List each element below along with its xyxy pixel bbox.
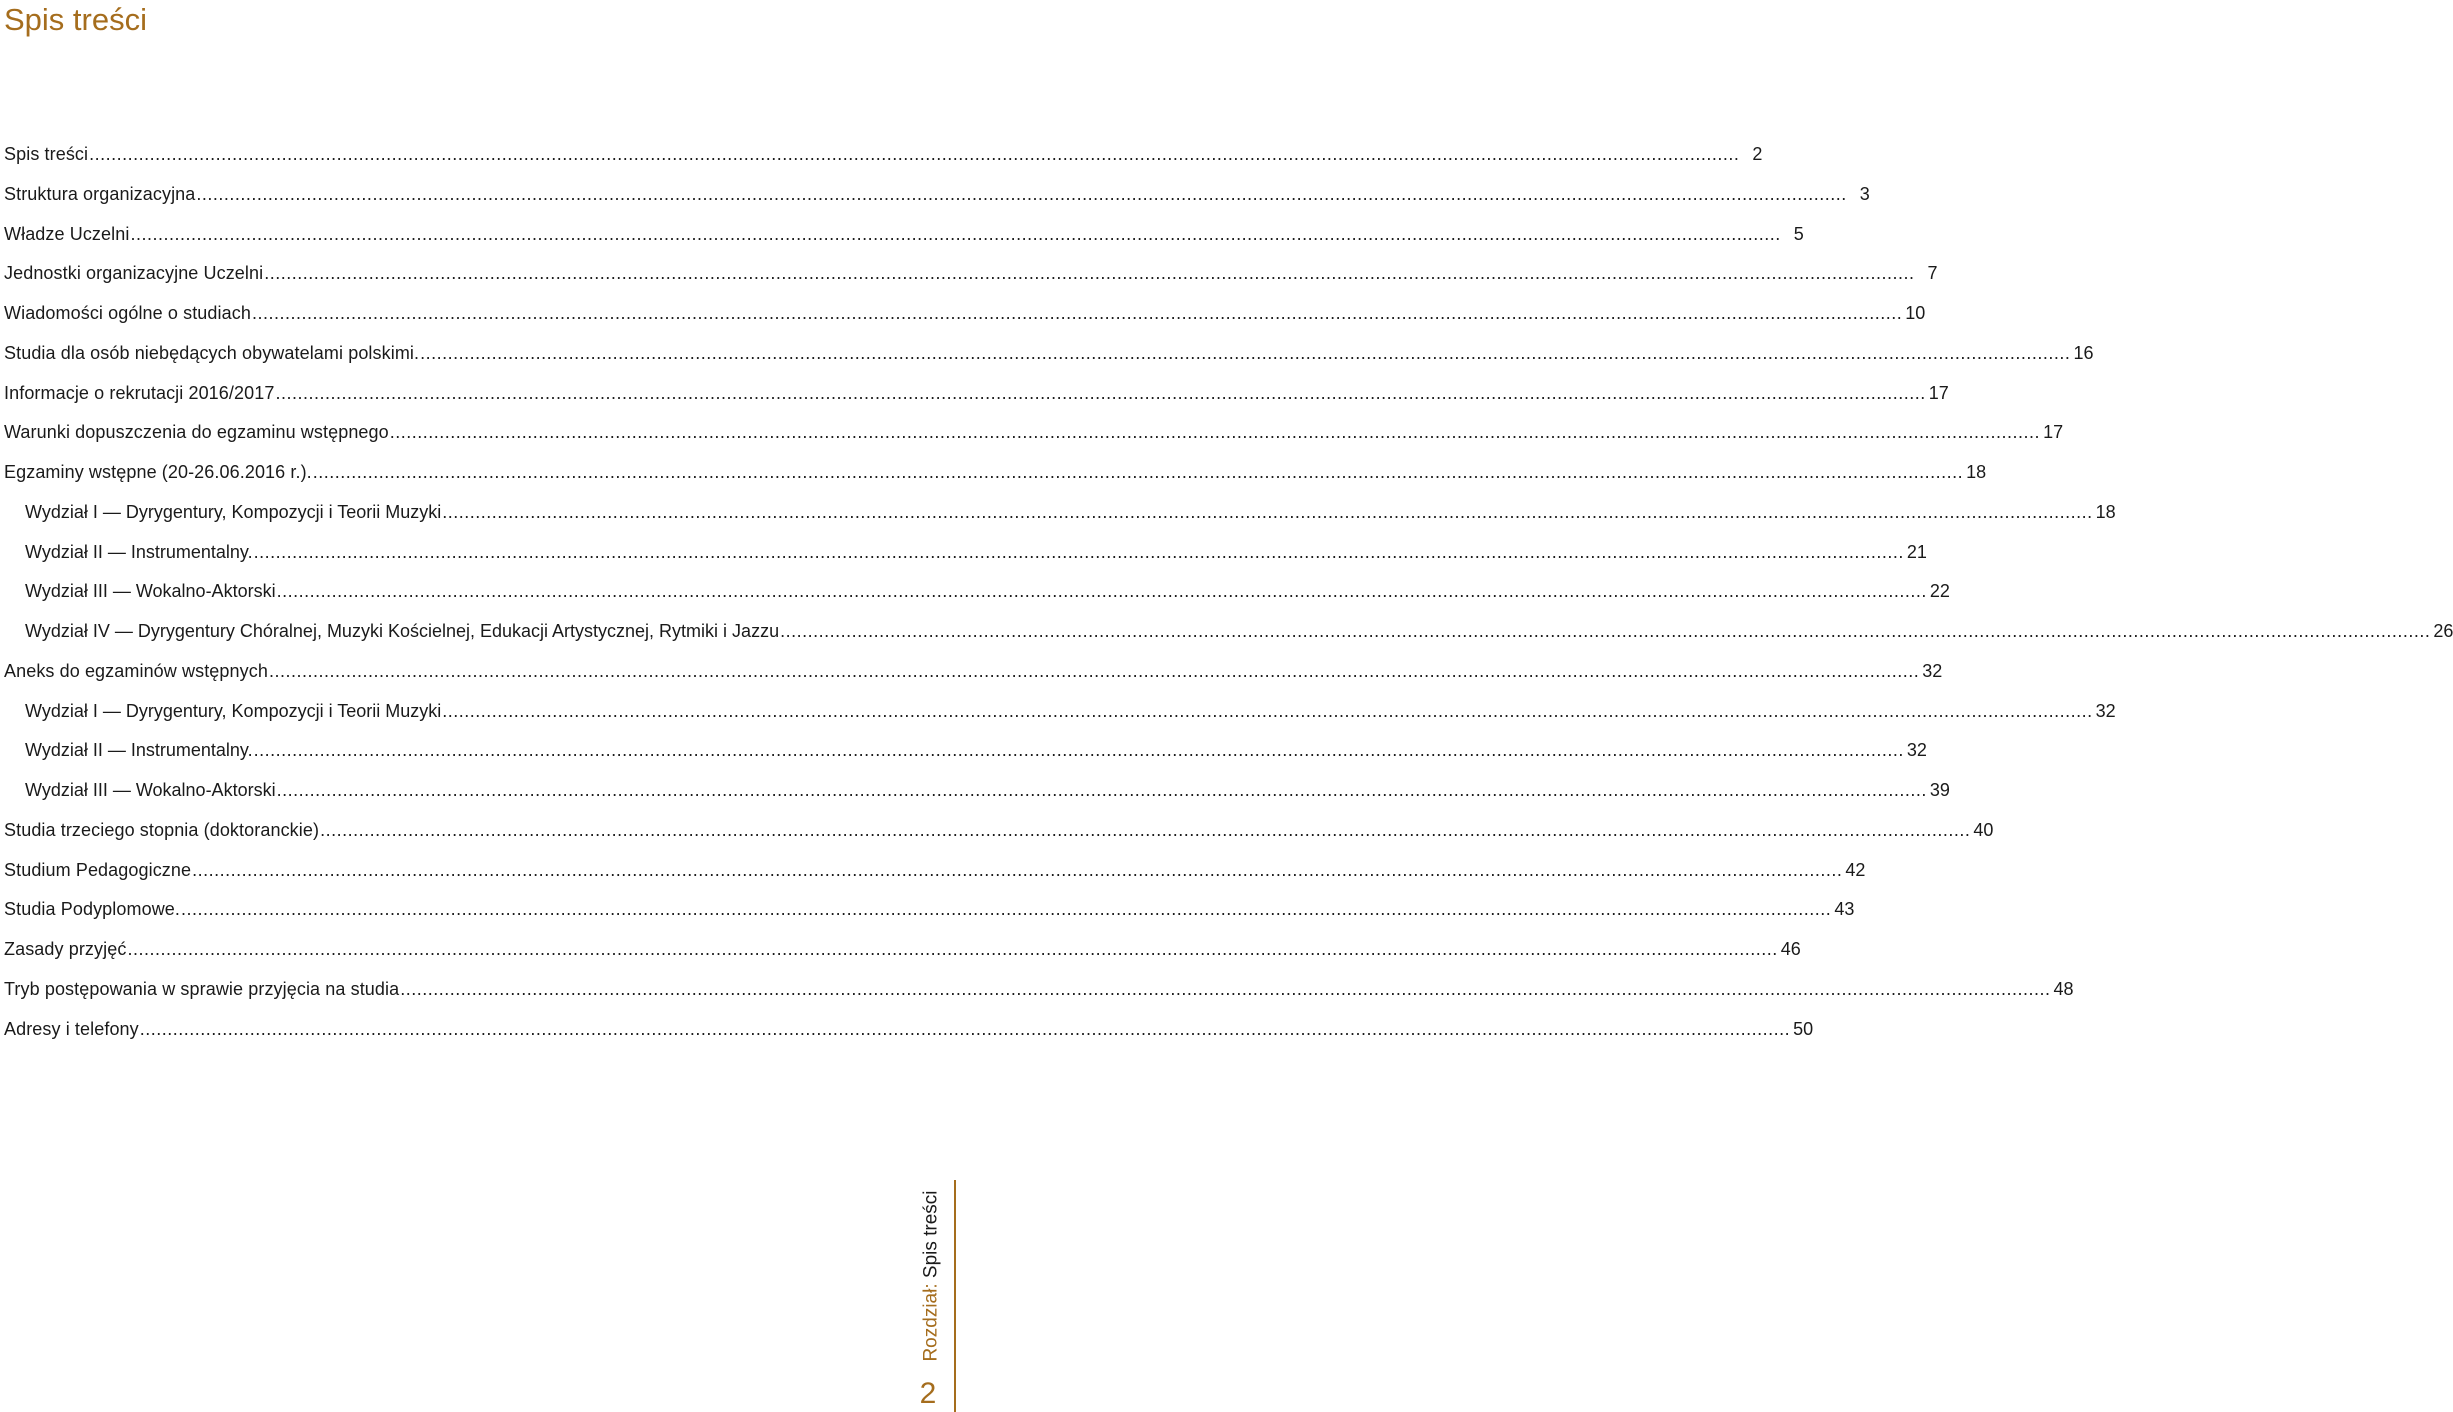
toc-entry-page: 18 — [2095, 501, 2116, 522]
toc-entry[interactable] — [0, 652, 1943, 692]
toc-entry[interactable] — [0, 533, 1927, 573]
toc-dot-leader: ............................................................................................................................................................................................................................................................................................................ — [89, 144, 1740, 164]
page-number: 2 — [919, 1377, 937, 1410]
toc-entry[interactable] — [0, 970, 2074, 1010]
toc-dot-leader: ............................................................................................................................................................................................................................................................................................................ — [276, 581, 1927, 602]
toc-entry-page: 22 — [1929, 581, 1950, 602]
toc-entry-page: 32 — [2095, 700, 2116, 721]
toc-entry[interactable] — [0, 374, 1949, 414]
toc-entry-title: Aneks do egzaminów wstępnych — [4, 660, 268, 681]
toc-entry-title: Studia trzeciego stopnia (doktoranckie) — [4, 819, 320, 840]
toc-entry[interactable] — [0, 731, 1927, 771]
toc-entry[interactable] — [0, 851, 1866, 891]
toc-entry-title: Wydział II — Instrumentalny. — [25, 541, 253, 562]
toc-entry-page: 5 — [1793, 223, 1804, 244]
toc-dot-leader: ............................................................................................................................................................................................................................................................................................................ — [312, 462, 1964, 482]
chapter-side-label — [914, 1190, 950, 1362]
toc-dot-leader: ............................................................................................................................................................................................................................................................................................................ — [420, 342, 2071, 363]
toc-entry-title: Studia dla osób niebędących obywatelami polskimi. — [4, 342, 420, 363]
toc-dot-leader: ............................................................................................................................................................................................................................................................................................................ — [276, 780, 1927, 800]
toc-entry-title: Adresy i telefony — [4, 1018, 139, 1039]
toc-entry-page: 40 — [1973, 819, 1994, 840]
toc-entry-title: Egzaminy wstępne (20-26.06.2016 r.). — [4, 462, 312, 482]
toc-entry-title: Wydział I — Dyrygentury, Kompozycji i Teorii Muzyki — [25, 700, 442, 721]
toc-dot-leader: ............................................................................................................................................................................................................................................................................................................ — [389, 422, 2041, 443]
toc-entry-page: 16 — [2073, 342, 2094, 363]
toc-entry-page: 18 — [1966, 462, 1987, 482]
toc-entry-title: Wydział III — Wokalno-Aktorski — [25, 780, 276, 800]
toc-entry-page: 17 — [2043, 422, 2064, 443]
toc-dot-leader: ............................................................................................................................................................................................................................................................................................................ — [139, 1018, 1791, 1039]
toc-dot-leader: ............................................................................................................................................................................................................................................................................................................ — [780, 621, 2431, 641]
toc-dot-leader: ............................................................................................................................................................................................................................................................................................................ — [400, 978, 2051, 999]
toc-dot-leader: ............................................................................................................................................................................................................................................................................................................ — [268, 660, 1920, 681]
toc-entry[interactable] — [0, 930, 1801, 970]
toc-entry[interactable] — [0, 215, 1804, 255]
toc-entry[interactable] — [0, 135, 1763, 175]
toc-dot-leader: ............................................................................................................................................................................................................................................................................................................ — [442, 700, 2093, 721]
toc-entry[interactable] — [0, 771, 1950, 811]
toc-dot-leader: ............................................................................................................................................................................................................................................................................................................ — [181, 899, 1832, 920]
chapter-label-prefix: Rozdział: — [921, 1283, 943, 1362]
toc-entry-title: Studium Pedagogiczne — [4, 859, 192, 880]
toc-entry-title: Warunki dopuszczenia do egzaminu wstępnego — [4, 422, 389, 443]
toc-entry-title: Tryb postępowania w sprawie przyjęcia na studia — [4, 978, 400, 999]
toc-entry-page: 21 — [1906, 541, 1927, 562]
toc-entry-title: Spis treści — [4, 144, 89, 164]
toc-entry-page: 10 — [1905, 303, 1926, 323]
toc-entry-page: 39 — [1929, 780, 1950, 800]
toc-dot-leader: ............................................................................................................................................................................................................................................................................................................ — [442, 501, 2093, 522]
toc-entry-page: 42 — [1845, 859, 1866, 880]
toc-entry-page: 26 — [2433, 621, 2453, 641]
toc-entry-page: 7 — [1927, 263, 1938, 284]
toc-entry-title: Wiadomości ogólne o studiach — [4, 303, 251, 323]
toc-entry[interactable] — [0, 294, 1926, 334]
chapter-label-name: Spis treści — [921, 1190, 943, 1279]
toc-entry[interactable] — [0, 453, 1987, 493]
toc-entry-title: Wydział II — Instrumentalny. — [25, 740, 253, 761]
toc-dot-leader: ............................................................................................................................................................................................................................................................................................................ — [320, 819, 1971, 840]
toc-entry[interactable] — [0, 175, 1870, 215]
toc-entry-title: Wydział III — Wokalno-Aktorski — [25, 581, 276, 602]
toc-dot-leader: ............................................................................................................................................................................................................................................................................................................ — [264, 263, 1915, 284]
toc-entry-title: Jednostki organizacyjne Uczelni — [4, 263, 264, 284]
toc-entry-page: 2 — [1752, 144, 1763, 164]
toc-entry[interactable] — [0, 413, 2064, 453]
toc-entry-page: 17 — [1928, 382, 1949, 403]
toc-dot-leader: ............................................................................................................................................................................................................................................................................................................ — [251, 303, 1903, 323]
toc-entry[interactable] — [0, 692, 2116, 732]
toc-dot-leader: ............................................................................................................................................................................................................................................................................................................ — [130, 223, 1781, 244]
toc-entry-page: 32 — [1922, 660, 1943, 681]
toc-entry-page: 50 — [1793, 1018, 1814, 1039]
side-divider — [954, 1180, 956, 1412]
toc-entry[interactable] — [0, 572, 1950, 612]
toc-entry-page: 32 — [1906, 740, 1927, 761]
toc-entry-page: 46 — [1780, 939, 1801, 959]
table-of-contents — [0, 135, 2453, 1049]
toc-entry-page: 48 — [2053, 978, 2074, 999]
toc-entry[interactable] — [0, 612, 2453, 652]
toc-entry-title: Zasady przyjęć — [4, 939, 127, 959]
toc-dot-leader: ............................................................................................................................................................................................................................................................................................................ — [192, 859, 1843, 880]
toc-dot-leader: ............................................................................................................................................................................................................................................................................................................ — [253, 541, 1904, 562]
toc-entry-title: Wydział IV — Dyrygentury Chóralnej, Muzyki Kościelnej, Edukacji Artystycznej, Rytmiki i Jazzu — [25, 621, 780, 641]
toc-entry[interactable] — [0, 811, 1994, 851]
toc-entry-title: Studia Podyplomowe. — [4, 899, 181, 920]
toc-entry-title: Władze Uczelni — [4, 223, 130, 244]
toc-entry[interactable] — [0, 1010, 1814, 1050]
toc-entry-title: Wydział I — Dyrygentury, Kompozycji i Teorii Muzyki — [25, 501, 442, 522]
toc-dot-leader: ............................................................................................................................................................................................................................................................................................................ — [253, 740, 1904, 761]
toc-entry[interactable] — [0, 254, 1938, 294]
toc-entry[interactable] — [0, 890, 1855, 930]
toc-entry[interactable] — [0, 334, 2094, 374]
toc-entry-page: 43 — [1834, 899, 1855, 920]
toc-entry-page: 3 — [1859, 183, 1870, 204]
toc-entry[interactable] — [0, 493, 2116, 533]
toc-entry-title: Informacje o rekrutacji 2016/2017 — [4, 382, 275, 403]
toc-dot-leader: ............................................................................................................................................................................................................................................................................................................ — [127, 939, 1778, 959]
toc-entry-title: Struktura organizacyjna — [4, 183, 196, 204]
page-title: Spis treści — [4, 2, 147, 37]
toc-dot-leader: ............................................................................................................................................................................................................................................................................................................ — [275, 382, 1926, 403]
toc-dot-leader: ............................................................................................................................................................................................................................................................................................................ — [196, 183, 1847, 204]
